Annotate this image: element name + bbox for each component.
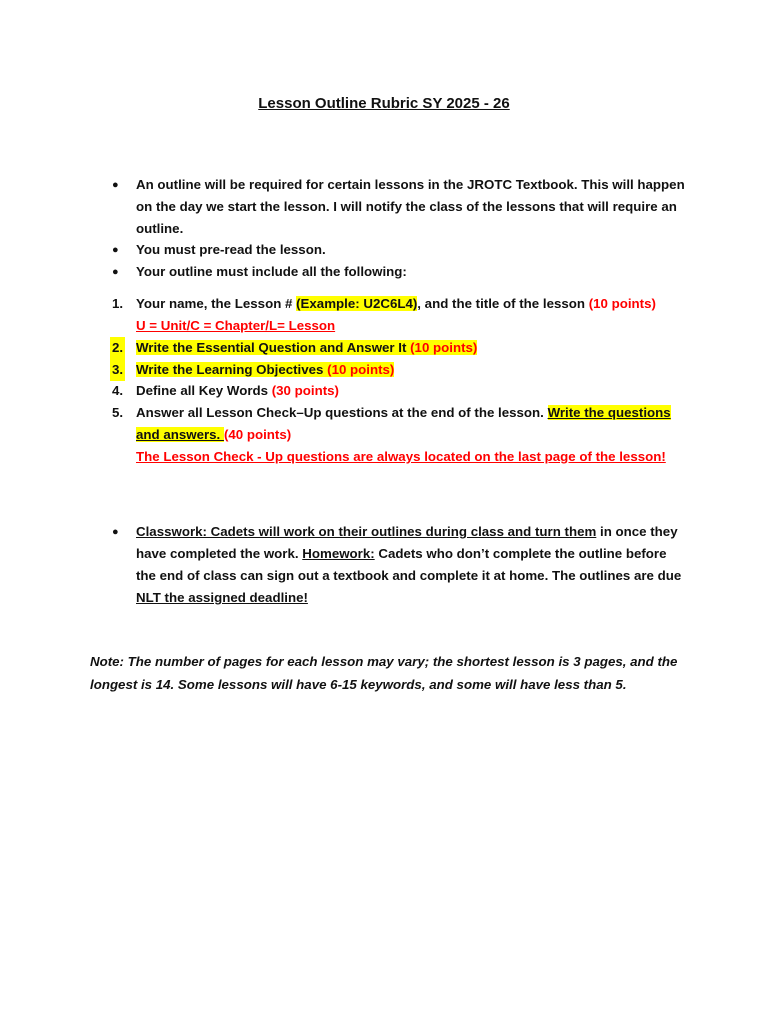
- item-4: Define all Key Words (30 points): [136, 383, 339, 398]
- classwork-line-3: the end of class can sign out a textbook and complete it at home. The outlines are due: [136, 568, 682, 583]
- bullet-1-line-1: An outline will be required for certain lessons in the JROTC Textbook. This will happen: [136, 177, 685, 192]
- item-1-legend: U = Unit/C = Chapter/L= Lesson: [136, 318, 336, 333]
- bullet-1-line-3: outline.: [136, 221, 184, 236]
- item-5-warning: The Lesson Check - Up questions are always located on the last page of the lesson!: [136, 449, 666, 464]
- classwork-line-2: have completed the work. Homework: Cadets who don’t complete the outline before: [136, 546, 667, 561]
- classwork-line-1: Classwork: Cadets will work on their outlines during class and turn them in once they: [136, 524, 678, 539]
- homework-label: Homework:: [302, 546, 375, 561]
- page-title: Lesson Outline Rubric SY 2025 - 26: [258, 95, 510, 112]
- note-line-1: Note: The number of pages for each lesson may vary; the shortest lesson is 3 pages, and the: [90, 654, 678, 669]
- item-2-number: 2.: [110, 337, 125, 359]
- item-5-line-1: Answer all Lesson Check–Up questions at the end of the lesson. Write the questions: [136, 405, 671, 420]
- item-1-number: 1.: [112, 296, 124, 311]
- points: (10 points): [327, 362, 395, 377]
- points: (10 points): [410, 340, 478, 355]
- questions-highlight: Write the questions: [547, 405, 671, 420]
- note-line-2: longest is 14. Some lessons will have 6-15 keywords, and some will have less than 5.: [90, 677, 627, 692]
- bullet-2: You must pre-read the lesson.: [136, 242, 326, 257]
- bullet-1-line-2: on the day we start the lesson. I will notify the class of the lessons that will require an: [136, 199, 677, 214]
- points: (10 points): [588, 296, 656, 311]
- deadline: NLT the assigned deadline!: [136, 590, 308, 605]
- item-5-number: 5.: [112, 405, 124, 420]
- example-highlight: (Example: U2C6L4): [296, 296, 418, 311]
- item-4-number: 4.: [112, 383, 124, 398]
- item-3: Write the Learning Objectives (10 points): [136, 362, 395, 377]
- points: (40 points): [223, 427, 292, 442]
- bullet-marker: ●: [112, 179, 119, 191]
- bullet-3: Your outline must include all the following:: [136, 264, 407, 279]
- points: (30 points): [271, 383, 339, 398]
- item-2: Write the Essential Question and Answer It (10 points): [136, 340, 478, 355]
- bullet-marker: ●: [112, 244, 119, 256]
- bullet-marker: ●: [112, 266, 119, 278]
- item-5-line-2: and answers. (40 points): [136, 427, 292, 442]
- item-1: Your name, the Lesson # (Example: U2C6L4), and the title of the lesson (10 points): [136, 296, 656, 311]
- item-3-number: 3.: [110, 359, 125, 381]
- bullet-marker: ●: [112, 526, 119, 538]
- classwork-label: Classwork: Cadets will work on their outlines during class and turn them: [136, 524, 597, 539]
